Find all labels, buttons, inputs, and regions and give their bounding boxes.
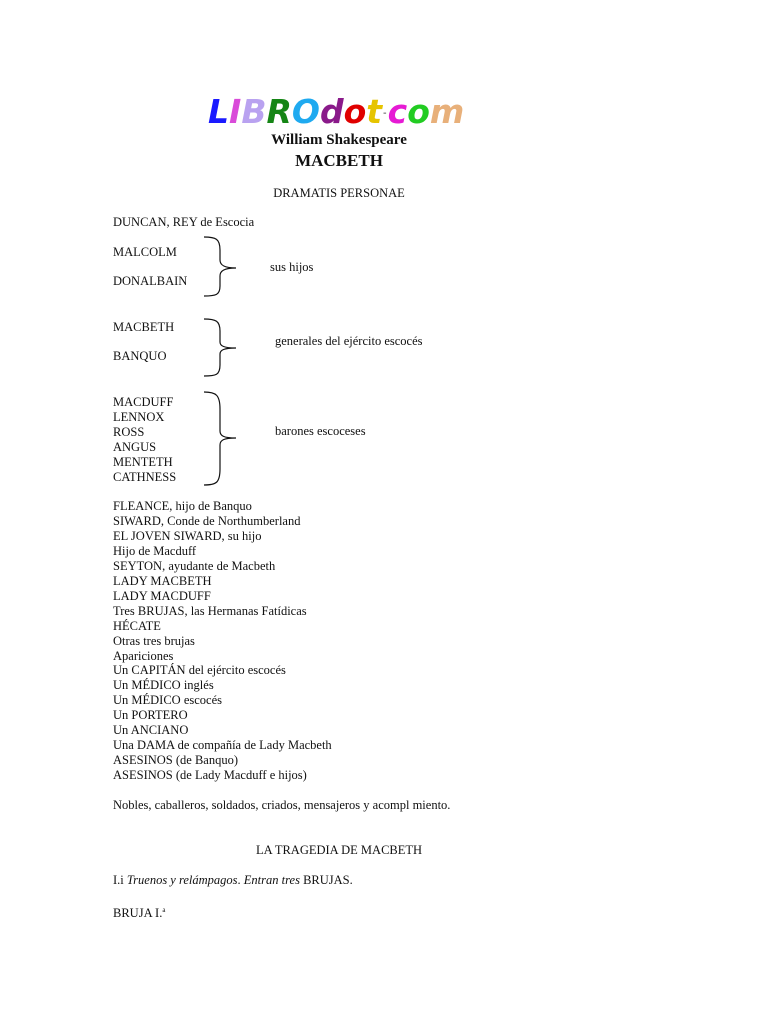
logo-letter: L <box>208 92 230 131</box>
speaker-superscript: a <box>162 906 166 914</box>
extras-line: Nobles, caballeros, soldados, criados, mensajeros y acompl miento. <box>113 798 451 812</box>
brace-barons <box>202 391 242 487</box>
list-item: Un ANCIANO <box>113 723 189 738</box>
logo-letter: m <box>429 92 465 131</box>
character-duncan: DUNCAN, REY de Escocia <box>113 215 255 229</box>
stage-direction-italic-2: Entran tres <box>243 873 300 887</box>
list-item: Un MÉDICO inglés <box>113 678 214 693</box>
logo-letter: t <box>366 92 383 131</box>
list-item: ASESINOS (de Lady Macduff e hijos) <box>113 768 307 783</box>
logo-letter: O <box>291 92 320 131</box>
character-banquo: BANQUO <box>113 349 167 363</box>
speaker-name: BRUJA I. <box>113 906 163 921</box>
barones-list <box>113 395 176 485</box>
label-generales: generales del ejército escocés <box>275 334 423 348</box>
act-scene-number: I.i <box>113 873 124 887</box>
list-item: Un CAPITÁN del ejército escocés <box>113 663 286 678</box>
character-menteth: MENTETH <box>113 454 173 469</box>
stage-direction-line: I.i Truenos y relámpagos. Entran tres BRUJAS. <box>113 873 353 887</box>
list-item: Un MÉDICO escocés <box>113 693 223 708</box>
label-sus-hijos: sus hijos <box>270 260 314 274</box>
logo-letter: o <box>343 92 367 131</box>
character-macduff: MACDUFF <box>113 395 174 409</box>
character-macbeth: MACBETH <box>113 320 175 334</box>
list-item: SIWARD, Conde de Northumberland <box>113 513 301 528</box>
character-angus: ANGUS <box>113 439 157 454</box>
label-barones: barones escoceses <box>275 424 366 438</box>
logo-letter: - <box>383 107 387 119</box>
author-name: William Shakespeare <box>271 132 407 148</box>
cast-list <box>113 499 332 783</box>
dramatis-personae-heading: DRAMATIS PERSONAE <box>273 186 405 200</box>
list-item: LADY MACDUFF <box>113 588 211 603</box>
character-lennox: LENNOX <box>113 409 165 424</box>
entering-characters: BRUJAS <box>303 873 350 887</box>
character-malcolm: MALCOLM <box>113 245 177 259</box>
list-item: Una DAMA de compañía de Lady Macbeth <box>113 738 332 753</box>
logo-letter: o <box>407 92 430 131</box>
list-item: ASESINOS (de Banquo) <box>113 753 238 768</box>
list-item: Tres BRUJAS, las Hermanas Fatídicas <box>113 603 307 618</box>
play-title: MACBETH <box>295 151 383 170</box>
character-ross: ROSS <box>113 424 145 439</box>
stage-direction-italic-1: Truenos y relámpagos <box>126 873 238 887</box>
list-item: EL JOVEN SIWARD, su hijo <box>113 528 262 543</box>
brace-sons <box>202 236 242 298</box>
list-item: Apariciones <box>113 648 174 663</box>
list-item: Un PORTERO <box>113 708 188 723</box>
logo-letter: B <box>241 92 267 131</box>
brace-generals <box>202 318 242 378</box>
logo-letter: R <box>266 92 292 131</box>
speaker-line <box>113 903 165 921</box>
logo-letter: I <box>229 92 242 131</box>
list-item: HÉCATE <box>113 618 161 633</box>
tragedy-heading: LA TRAGEDIA DE MACBETH <box>255 843 423 857</box>
list-item: SEYTON, ayudante de Macbeth <box>113 558 276 573</box>
list-item: FLEANCE, hijo de Banquo <box>113 499 252 513</box>
librodot-logo <box>208 92 464 134</box>
list-item: LADY MACBETH <box>113 573 212 588</box>
logo-letter: d <box>319 92 344 131</box>
list-item: Hijo de Macduff <box>113 543 197 558</box>
character-donalbain: DONALBAIN <box>113 274 188 288</box>
logo-letter: c <box>387 92 408 131</box>
list-item: Otras tres brujas <box>113 633 195 648</box>
character-cathness: CATHNESS <box>113 469 177 484</box>
